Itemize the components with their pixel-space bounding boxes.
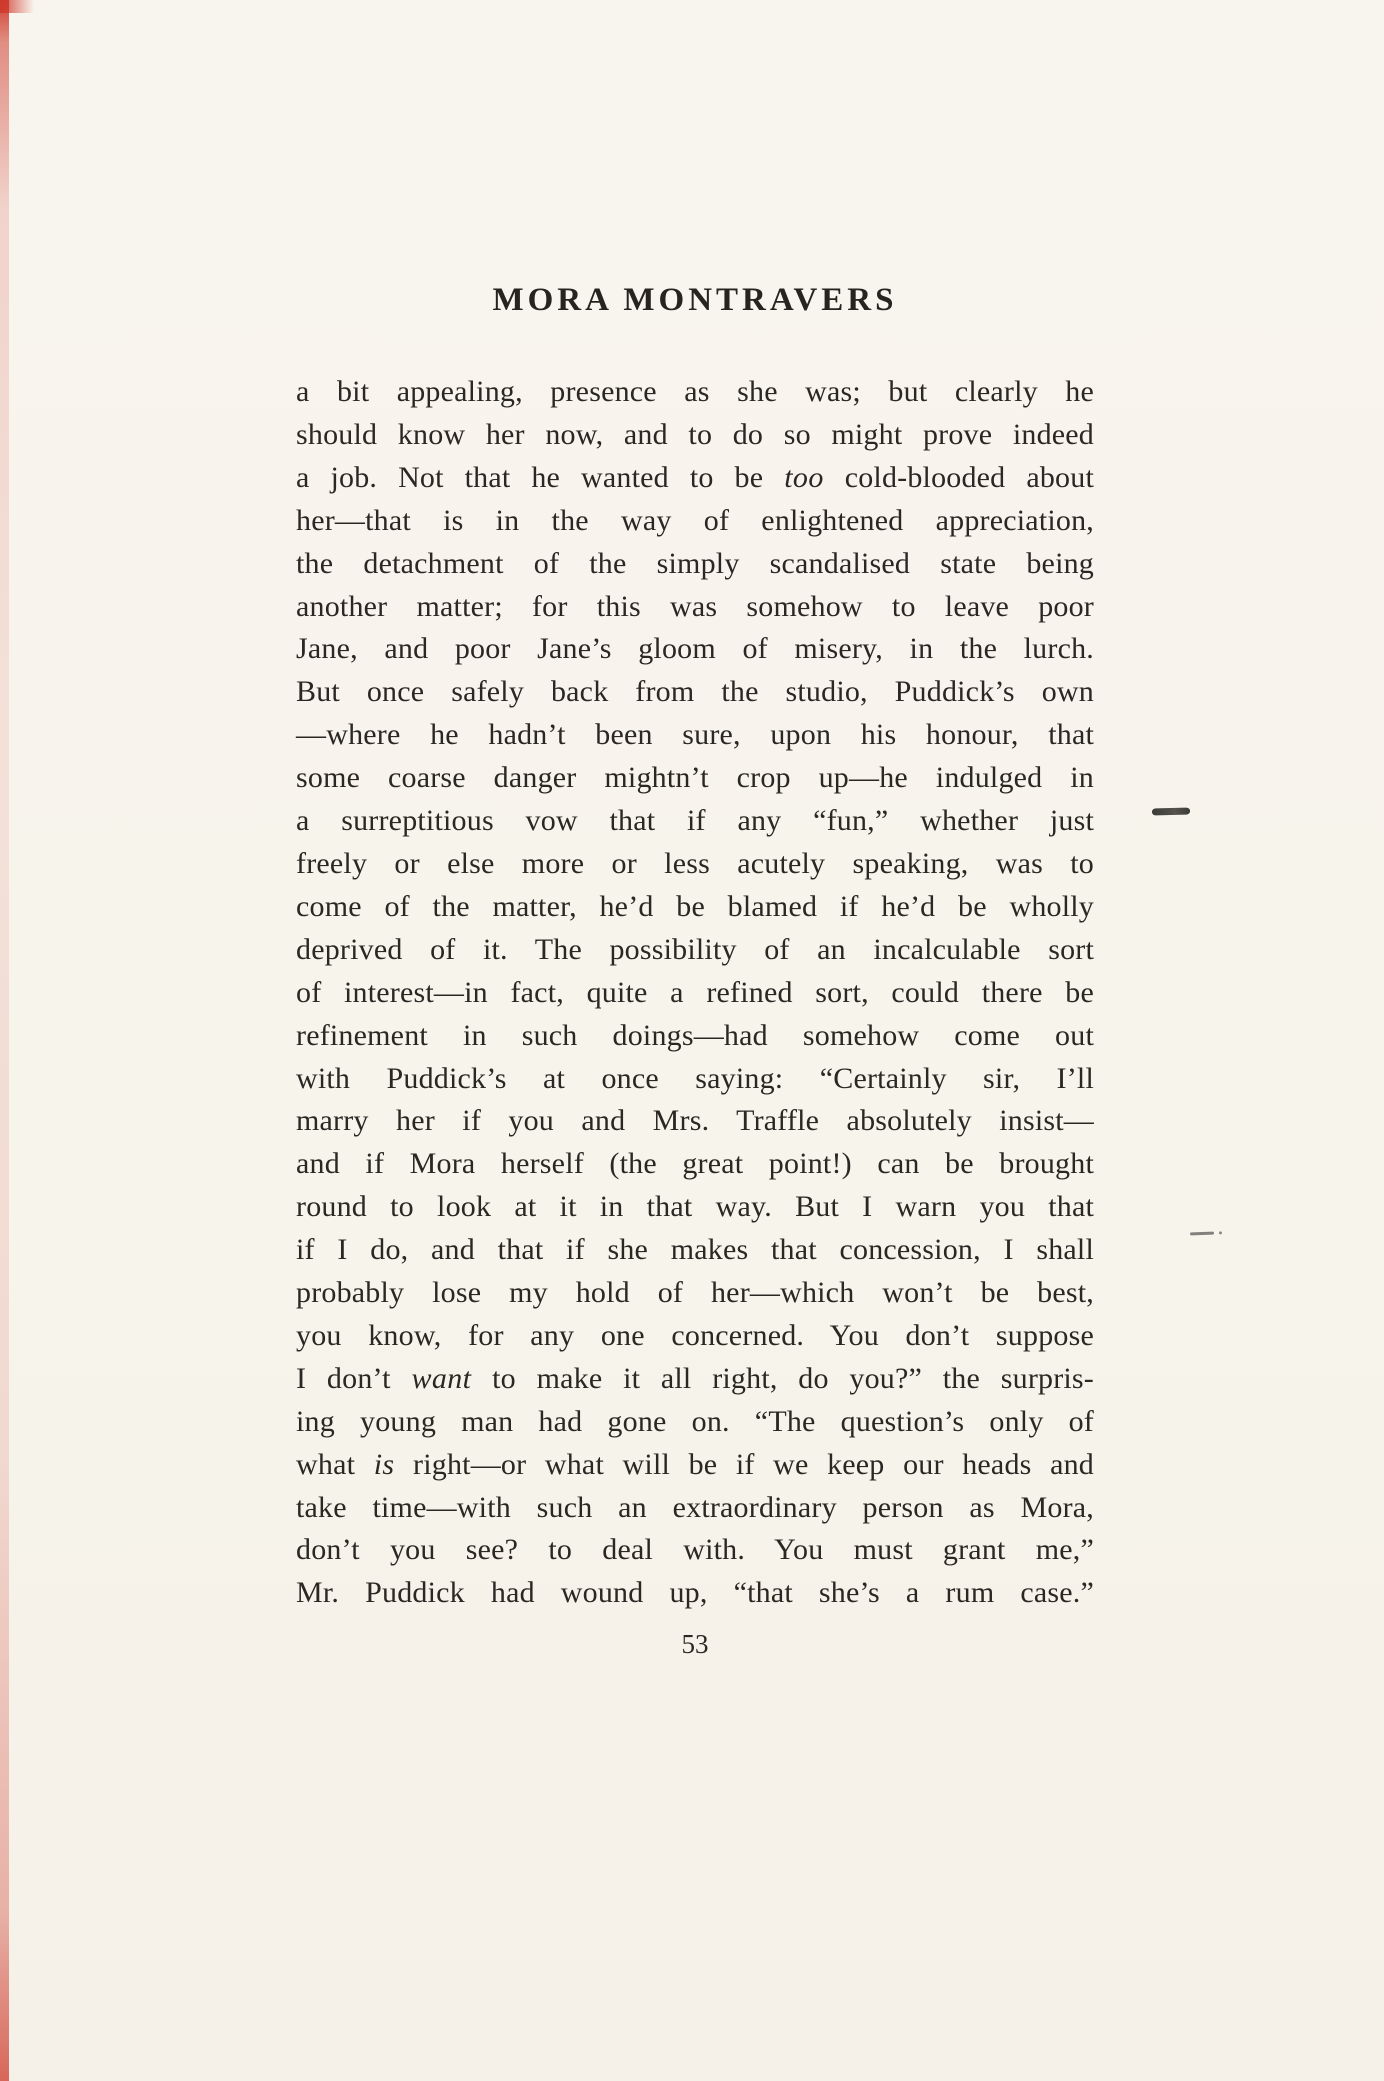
text-line: what is right—or what will be if we keep our heads and — [296, 1447, 1094, 1481]
text-line: come of the matter, he’d be blamed if he’d be wholly — [296, 889, 1094, 923]
text-line: a job. Not that he wanted to be too cold-blooded about — [296, 460, 1094, 494]
text-lines — [296, 371, 1094, 1615]
text-line: But once safely back from the studio, Puddick’s own — [296, 675, 1094, 709]
text-line: should know her now, and to do so might prove indeed — [296, 417, 1094, 451]
margin-ink-mark — [1152, 808, 1190, 816]
text-line: if I do, and that if she makes that concession, I shall — [296, 1233, 1094, 1267]
text-line: of interest—in fact, quite a refined sort, could there be — [296, 975, 1094, 1009]
text-line: I don’t want to make it all right, do you?” the surpris- — [296, 1361, 1094, 1395]
margin-pencil-mark — [1190, 1232, 1214, 1236]
text-line: a bit appealing, presence as she was; but clearly he — [296, 375, 1094, 408]
text-line: freely or else more or less acutely speaking, was to — [296, 846, 1094, 880]
text-line: and if Mora herself (the great point!) can be brought — [296, 1147, 1094, 1181]
text-line: ing young man had gone on. “The question’s only of — [296, 1404, 1094, 1438]
page-corner-red-tint — [0, 0, 34, 13]
text-line: a surreptitious vow that if any “fun,” whether just — [296, 804, 1094, 838]
text-line: take time—with such an extraordinary person as Mora, — [296, 1490, 1094, 1524]
text-line: don’t you see? to deal with. You must grant me,” — [296, 1533, 1094, 1567]
text-line: you know, for any one concerned. You don’t suppose — [296, 1318, 1094, 1352]
text-line: probably lose my hold of her—which won’t be best, — [296, 1276, 1094, 1310]
text-line: Jane, and poor Jane’s gloom of misery, in the lurch. — [296, 632, 1094, 666]
text-line: another matter; for this was somehow to leave poor — [296, 589, 1094, 623]
text-line: round to look at it in that way. But I warn you that — [296, 1190, 1094, 1224]
text-line: some coarse danger mightn’t crop up—he indulged in — [296, 761, 1094, 795]
text-line: the detachment of the simply scandalised state being — [296, 546, 1094, 580]
page-number: 53 — [681, 1629, 709, 1660]
page-title: MORA MONTRAVERS — [492, 282, 898, 318]
text-block — [296, 371, 1094, 1615]
text-line: refinement in such doings—had somehow come out — [296, 1018, 1094, 1052]
text-line: with Puddick’s at once saying: “Certainly sir, I’ll — [296, 1061, 1094, 1095]
text-line: marry her if you and Mrs. Traffle absolutely insist— — [296, 1104, 1094, 1138]
page-edge-red-tint — [0, 0, 9, 2081]
text-line: her—that is in the way of enlightened appreciation, — [296, 503, 1094, 537]
page-content — [296, 282, 1094, 1660]
text-line: deprived of it. The possibility of an incalculable sort — [296, 932, 1094, 966]
text-line: —where he hadn’t been sure, upon his honour, that — [296, 718, 1094, 752]
text-line: Mr. Puddick had wound up, “that she’s a rum case.” — [296, 1576, 1094, 1610]
